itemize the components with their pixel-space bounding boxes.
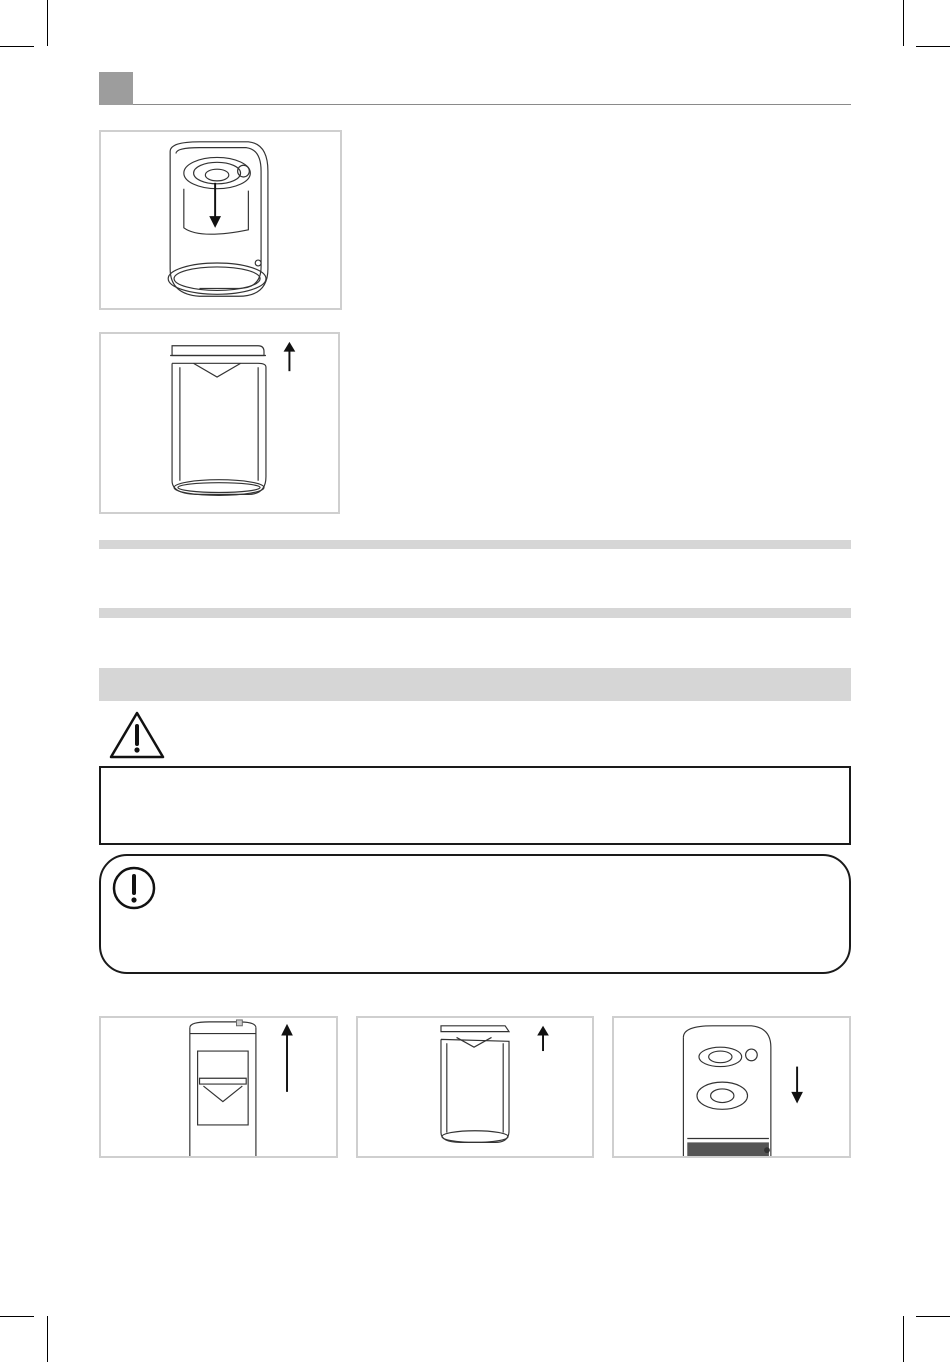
crop-mark-bottom-left-h [0, 1316, 34, 1317]
canister-open-illustration [101, 334, 338, 512]
crop-mark-top-right-h [916, 46, 950, 47]
figure-housing-filter-lift [99, 1016, 338, 1158]
arrow-down-icon [791, 1067, 803, 1104]
chapter-tab [99, 72, 133, 105]
housing-illustration [101, 1018, 336, 1156]
crop-mark-bottom-right-v [903, 1316, 904, 1362]
figure-canister-lid-lift [99, 332, 340, 514]
crop-mark-top-right-v [903, 0, 904, 46]
arrow-up-icon [537, 1026, 549, 1051]
warning-triangle-icon [108, 710, 166, 760]
arrow-up-icon [281, 1024, 293, 1092]
section-divider-2 [99, 608, 851, 618]
arrow-up-icon [284, 342, 296, 371]
section-divider-1 [99, 540, 851, 549]
canister-illustration [101, 132, 340, 308]
crop-mark-bottom-left-v [47, 1316, 48, 1362]
canister-open-illustration-2 [358, 1018, 592, 1156]
warning-box [99, 766, 851, 845]
exclamation-circle-icon [110, 864, 158, 912]
figure-canister-lid-lift-2 [356, 1016, 594, 1158]
section-heading-bar [99, 668, 851, 701]
figure-housing-disc-insert [612, 1016, 851, 1158]
arrow-down-icon [209, 183, 221, 228]
crop-mark-top-left-h [0, 46, 34, 47]
header-rule [133, 104, 851, 105]
note-box [99, 854, 851, 974]
figure-canister-lid-removal [99, 130, 342, 310]
crop-mark-top-left-v [47, 0, 48, 46]
crop-mark-bottom-right-h [916, 1316, 950, 1317]
housing-disc-illustration [614, 1018, 849, 1156]
